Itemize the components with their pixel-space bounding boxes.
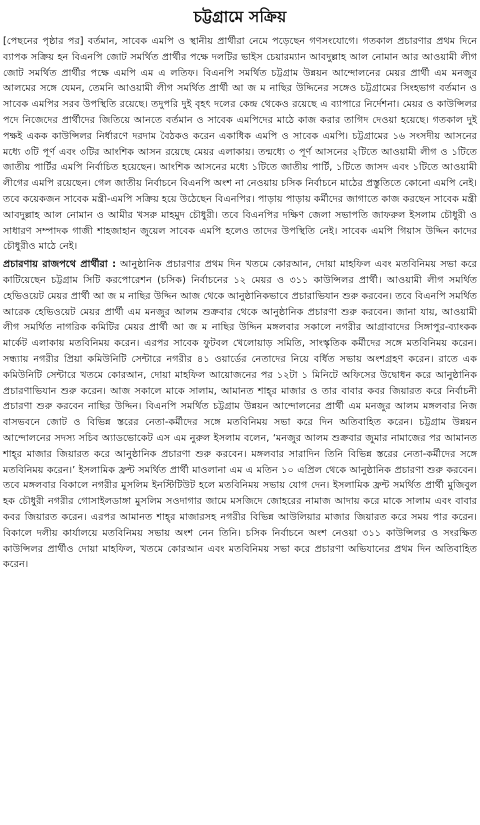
article-paragraph xyxy=(3,257,477,573)
subheading-lead: প্রচারণায় রাজপথে প্রার্থীরা : xyxy=(3,259,116,271)
article-body xyxy=(3,34,477,573)
article-headline: চট্টগ্রামে সক্রিয় xyxy=(193,8,287,26)
paragraph-text: [পেছনের পৃষ্ঠার পর] বর্তমান, সাবেক এমপি ও স্থানীয় প্রার্থীরা নেমে পড়েছেন গণসংযোগে। গতকাল প্রচারণার প্রথম দিনে ব্যাপক সক্রিয় হন বিএনপি জোট সমর্থিত প্রার্থীর পক্ষে দলটির ভাইস চেয়ারম্যান আবদুল্লাহ আল নোমান আর আওয়ামী লীগ জোট সমর্থিত প্রার্থীর পক্ষে এমপি এম এ লতিফ। বিএনপি সমর্থিত চট্টগ্রাম উন্নয়ন আন্দোলনের মেয়র প্রার্থী এম মনজুর আলমের সঙ্গে যেমন, তেমনি আওয়ামী লীগ সমর্থিত প্রার্থী আ জ ম নাছির উদ্দিনের সঙ্গেও চট্টগ্রামের সিংহভাগ বর্তমান ও সাবেক এমপির সরব উপস্থিতি রয়েছে। তদুপরি দুই বৃহৎ দলের কেন্দ্র থেকেও রয়েছে এ ব্যাপারে নির্দেশনা। মেয়র ও কাউন্সিলর পদে নিজেদের প্রার্থীদের জিতিয়ে আনতে বর্তমান ও সাবেক এমপিদের মাঠে কাজ করার তাগিদ দেওয়া হয়েছে। গতকাল দুই পক্ষই একক কাউন্সিলর নির্ধারণে দরদাম বৈঠকও করেন একাধিক এমপি ও সাবেক এমপি। চট্টগ্রামের ১৬ সংসদীয় আসনের মধ্যে ৩টি পূর্ণ এবং ৩টির আংশিক আসন রয়েছে মেয়র এলাকায়। তন্মধ্যে ৩ পূর্ণ আসনের ২টিতে আওয়ামী লীগ ও ১টিতে জাতীয় পার্টির এমপি নির্বাচিত হয়েছেন। আংশিক আসনের মধ্যে ১টিতে জাতীয় পার্টি, ১টিতে জাসদ এবং ১টিতে আওয়ামী লীগের এমপি রয়েছেন। গেল জাতীয় নির্বাচনে বিএনপি অংশ না নেওয়ায় চসিক নির্বাচনে মাঠের প্রস্তুতিতে কোনো এমপি নেই। তবে কয়েকজন সাবেক মন্ত্রী-এমপি সক্রিয় হয়ে উঠেছেন বিএনপির। পাড়ায় পাড়ায় কর্মীদের জাগাতে কাজ করছেন সাবেক মন্ত্রী আবদুল্লাহ আল নোমান ও আমীর খসরু মাহমুদ চৌধুরী। তবে বিএনপির দক্ষিণ জেলা সভাপতি জাফরুল ইসলাম চৌধুরী ও সাধারণ সম্পাদক গাজী শাহজাহান জুয়েল সাবেক এমপি হলেও তাদের উপস্থিতি নেই। সাবেক এমপি গিয়াস উদ্দিন কাদের চৌধুরীও মাঠে নেই। xyxy=(3,36,477,253)
article-paragraph xyxy=(3,34,477,255)
paragraph-text: আনুষ্ঠানিক প্রচারণার প্রথম দিন খতমে কোরআন, দোয়া মাহফিল এবং মতবিনিময় সভা করে কাটিয়েছেন চট্টগ্রাম সিটি করপোরেশন (চসিক) নির্বাচনের ১২ মেয়র ও ৩১১ কাউন্সিলর প্রার্থী। আওয়ামী লীগ সমর্থিত হেভিওয়েট মেয়র প্রার্থী আ জ ম নাছির উদ্দিন আজ থেকে আনুষ্ঠানিকভাবে প্রচারাভিযান শুরু করবেন। তবে বিএনপি সমর্থিত আরেক হেভিওয়েট মেয়র প্রার্থী এম মনজুর আলম শুক্রবার থেকে আনুষ্ঠানিক প্রচারণা শুরু করবেন। জানা যায়, আওয়ামী লীগ সমর্থিত নাগরিক কমিটির মেয়র প্রার্থী আ জ ম নাছির উদ্দিন মঙ্গলবার সকালে নগরীর আগ্রাবাদের সিঙ্গাপুর-ব্যাংকক মার্কেট এলাকায় মতবিনিময় করেন। এরপর সাবেক ফুটবল খেলোয়াড় সমিতি, সাংস্কৃতিক কর্মীদের সঙ্গে মতবিনিময় করেন। সন্ধ্যায় নগরীর প্রিয়া কমিউনিটি সেন্টারে নগরীর ৪১ ওয়ার্ডের নেতাদের নিয়ে বর্ধিত সভায় অংশগ্রহণ করেন। রাতে এক কমিউনিটি সেন্টারে খতমে কোরআন, দোয়া মাহফিল আয়োজনের পর ১২টা ১ মিনিটে অফিসের উদ্বোধন করে আনুষ্ঠানিক প্রচারণাভিযান শুরু করেন। আজ সকালে মাকে সালাম, আমানত শাহ্‌র মাজার ও তার বাবার কবর জিয়ারত করে নির্বাচনী প্রচারণা শুরু করবেন নাছির উদ্দিন। বিএনপি সমর্থিত চট্টগ্রাম উন্নয়ন আন্দোলনের প্রার্থী এম মনজুর আলম মঙ্গলবার নিজ বাসভবনে জোট ও বিভিন্ন স্তরের নেতা-কর্মীদের সঙ্গে মতবিনিময় সভা করে দিন অতিবাহিত করেন। চট্টগ্রাম উন্নয়ন আন্দোলনের সদস্য সচিব অ্যাডভোকেট এস এম নুরুল ইসলাম বলেন, ‘মনজুর আলম শুক্রবার জুমার নামাজের পর আমানত শাহ্‌র মাজার জিয়ারত করে আনুষ্ঠানিক প্রচারণা শুরু করবেন। মঙ্গলবার সারাদিন তিনি বিভিন্ন স্তরের নেতা-কর্মীদের সঙ্গে মতবিনিময় করেন।’ ইসলামিক ফ্রন্ট সমর্থিত প্রার্থী মাওলানা এম এ মতিন ১০ এপ্রিল থেকে আনুষ্ঠানিক প্রচারণা শুরু করবেন। তবে মঙ্গলবার বিকালে নগরীর মুসলিম ইনস্টিটিউট হলে মতবিনিময় সভায় যোগ দেন। ইসলামিক ফ্রন্ট সমর্থিত প্রার্থী মুজিবুল হক চৌধুরী নগরীর গোসাইলডাঙ্গা মুসলিম সওদাগার জামে মসজিদে জোহরের নামাজ আদায় করে মাকে সালাম এবং বাবার কবর জিয়ারত করেন। এরপর আমানত শাহ্‌র মাজারসহ নগরীর বিভিন্ন আউলিয়ার মাজার জিয়ারত করে সময় পার করেন। বিকালে দলীয় কার্যালয়ে মতবিনিময় সভায় অংশ নেন তিনি। চসিক নির্বাচনে অংশ নেওয়া ৩১১ কাউন্সিলর ও সংরক্ষিত কাউন্সিলর প্রার্থীও দোয়া মাহফিল, খতমে কোরআন এবং মতবিনিময় সভা করে প্রচারণা অভিযানের প্রথম দিন অতিবাহিত করেন। xyxy=(3,259,477,571)
